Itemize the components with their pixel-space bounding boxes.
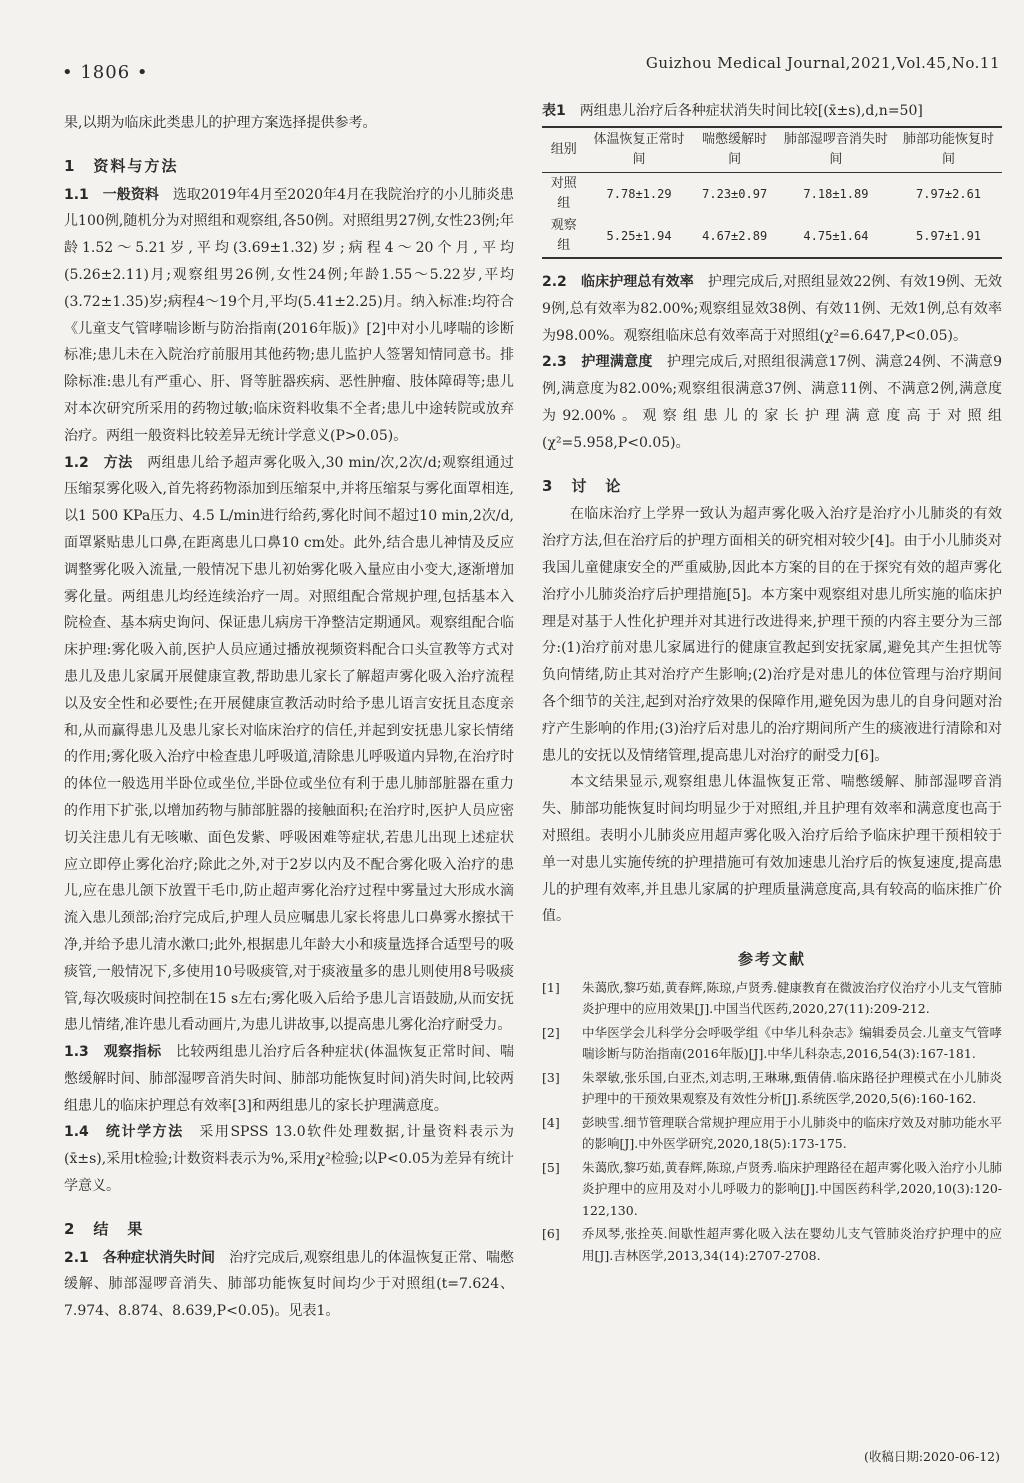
table-label: 表1 bbox=[542, 103, 566, 119]
section-2-3-head: 2.3 护理满意度 bbox=[542, 354, 653, 371]
table-cell: 7.23±0.97 bbox=[702, 187, 768, 201]
table-header-cell: 肺部湿啰音消失时间 bbox=[777, 127, 895, 173]
section-2-2-head: 2.2 临床护理总有效率 bbox=[542, 274, 694, 290]
page-number: • 1806 • bbox=[62, 62, 149, 83]
reference-text: 彭映雪.细节管理联合常规护理应用于小儿肺炎中的临床疗效及对肺功能水平的影响[J].中外医学研究,2020,18(5):173-175. bbox=[582, 1114, 1002, 1152]
reference-text: 中华医学会儿科学分会呼吸学组《中华儿科杂志》编辑委员会.儿童支气管哮喘诊断与防治指南(2016年版)[J].中华儿科杂志,2016,54(3):167-181. bbox=[582, 1024, 1002, 1062]
reference-number: [3] bbox=[542, 1069, 560, 1085]
section-2-1 bbox=[64, 1245, 514, 1325]
section-1-3-body: 比较两组患儿治疗后各种症状(体温恢复正常时间、喘憋缓解时间、肺部湿啰音消失时间、肺部功能恢复时间)消失时间,比较两组患儿的临床护理总有效率[3]和两组患儿的家长护理满意度。 bbox=[64, 1044, 514, 1114]
table-cell: 7.78±1.29 bbox=[606, 187, 672, 201]
table-cell: 7.18±1.89 bbox=[803, 187, 869, 201]
table-caption bbox=[542, 100, 1002, 122]
received-date: (收稿日期:2020-06-12) bbox=[863, 1449, 1000, 1464]
table-header-cell: 肺部功能恢复时间 bbox=[895, 127, 1002, 173]
right-column bbox=[542, 100, 1002, 1268]
section-2-2 bbox=[542, 269, 1002, 349]
section-1-2-body: 两组患儿给予超声雾化吸入,30 min/次,2次/d;观察组通过压缩泵雾化吸入,首先将药物添加到压缩泵中,并将压缩泵与雾化面罩相连,以1 500 KPa压力、4.5 L/min进行给药,雾化时间不超过10 min,2次/d,面罩紧贴患儿口鼻,在距离患儿口鼻10 cm处。此外,结合患儿神情及反应调整雾化吸入流量,一般情况下患儿初始雾化吸入量应由小变大,逐渐增加雾化量。两组患儿均经连续治疗一周。对照组配合常规护理,包括基本入院检查、基本病史询问、保证患儿病房干净整洁定期通风。观察组配合临床护理:雾化吸入前,医护人员应通过播放视频资料配合口头宣教等方式对患儿及患儿家属开展健康宣教,帮助患儿家长了解超声雾化吸入治疗流程以及安全性和必要性;在开展健康宣教活动时给予患儿语言安抚且态度亲和,从而赢得患儿及患儿家长对临床治疗的信任,并起到安抚患儿家长情绪的作用;雾化吸入治疗中检查患儿呼吸道,清除患儿呼吸道内异物,在治疗时的体位一般选用半卧位或坐位,半卧位或坐位有利于患儿肺部脏器在重力的作用下扩张,以增加药物与肺部脏器的接触面积;在治疗时,医护人员应密切关注患儿有无咳嗽、面色发紫、呼吸困难等症状,若患儿出现上述症状应立即停止雾化治疗;除此之外,对于2岁以内及不配合雾化吸入治疗的患儿,应在患儿颌下放置干毛巾,防止超声雾化治疗过程中雾量过大形成水滴流入患儿颈部;治疗完成后,护理人员应嘱患儿家长将患儿口鼻雾水擦拭干净,并给予患儿清水漱口;此外,根据患儿年龄大小和痰量选择合适型号的吸痰管,一般情况下,多使用10号吸痰管,对于痰液量多的患儿则使用8号吸痰管,每次吸痰时间控制在15 s左右;雾化吸入后给予患儿言语鼓励,从而安抚患儿情绪,准许患儿看动画片,为患儿讲故事,以提高患儿雾化治疗耐受力。 bbox=[64, 454, 514, 1034]
section-1-3-head: 1.3 观察指标 bbox=[64, 1044, 162, 1061]
results-table bbox=[542, 126, 1002, 259]
table-1 bbox=[542, 100, 1002, 259]
table-row bbox=[542, 215, 1002, 258]
reference-item bbox=[542, 977, 1002, 1020]
section-1-1-body: 选取2019年4月至2020年4月在我院治疗的小儿肺炎患儿100例,随机分为对照组和观察组,各50例。对照组男27例,女性23例;年龄1.52～5.21岁,平均(3.69±1.32)岁;病程4～20个月,平均(5.26±2.11)月;观察组男26例,女性24例;年龄1.55～5.22岁,平均(3.72±1.35)岁;病程4～19个月,平均(5.41±2.25)月。纳入标准:均符合《儿童支气管哮喘诊断与防治指南(2016年版)》[2]中对小儿哮喘的诊断标准;患儿未在入院治疗前服用其他药物;患儿监护人签署知情同意书。排除标准:患儿有严重心、肝、肾等脏器疾病、恶性肿瘤、肢体障碍等;患儿对本次研究所采用的药物过敏;临床资料收集不全者;患儿中途转院或放弃治疗。两组一般资料比较差异无统计学意义(P>0.05)。 bbox=[64, 186, 514, 444]
reference-number: [1] bbox=[542, 979, 560, 995]
intro-text: 果,以期为临床此类患儿的护理方案选择提供参考。 bbox=[64, 115, 377, 131]
section-2-3-body: 护理完成后,对照组很满意17例、满意24例、不满意9例,满意度为82.00%;观察组很满意37例、满意11例、不满意2例,满意度为92.00%。观察组患儿的家长护理满意度高于对照组(χ²=5.958,P<0.05)。 bbox=[542, 354, 1002, 451]
references-title: 参考文献 bbox=[737, 950, 806, 969]
references-list bbox=[542, 977, 1002, 1267]
table-cell: 5.25±1.94 bbox=[586, 215, 693, 258]
section-2-1-body: 治疗完成后,观察组患儿的体温恢复正常、喘憋缓解、肺部湿啰音消失、肺部功能恢复时间均少于对照组(t=7.624、7.974、8.874、8.639,P<0.05)。见表1。 bbox=[64, 1249, 514, 1320]
discussion-paragraph-2: 本文结果显示,观察组患儿体温恢复正常、喘憋缓解、肺部湿啰音消失、肺部功能恢复时间均明显少于对照组,并且护理有效率和满意度也高于对照组。表明小儿肺炎应用超声雾化吸入治疗后给予临床护理干预相较于单一对患儿实施传统的护理措施可有效加速患儿治疗后的恢复速度,提高患儿的护理有效率,并且患儿家属的护理质量满意度高,具有较高的临床推广价值。 bbox=[542, 774, 1002, 925]
table-row bbox=[542, 173, 1002, 216]
reference-item bbox=[542, 1223, 1002, 1266]
reference-item bbox=[542, 1022, 1002, 1065]
section-2-2-body: 护理完成后,对照组显效22例、有效19例、无效9例,总有效率为82.00%;观察组显效38例、有效11例、无效1例,总有效率为98.00%。观察组临床总有效率高于对照组(χ²=6.647,P<0.05)。 bbox=[542, 274, 1002, 344]
discussion-paragraph-1: 在临床治疗上学界一致认为超声雾化吸入治疗是治疗小儿肺炎的有效治疗方法,但在治疗后的护理方面相关的研究相对较少[4]。由于小儿肺炎对我国儿童健康安全的严重威胁,因此本方案的目的在于探究有效的超声雾化治疗小儿肺炎治疗后护理措施[5]。本方案中观察组对患儿所实施的临床护理是对基于人性化护理并对其进行改进得来,护理干预的内容主要分为三部分:(1)治疗前对患儿家属进行的健康宣教起到安抚家属,避免其产生担忧等负向情绪,防止其对治疗产生影响;(2)治疗是对患儿的体位管理与治疗期间各个细节的关注,起到对治疗效果的保障作用,避免因为患儿的自身问题对治疗产生影响的作用;(3)治疗后对患儿的治疗期间所产生的痰液进行清除和对患儿的安抚以及情绪管理,提高患儿对治疗的耐受力[6]。 bbox=[542, 506, 1002, 764]
section-1-2 bbox=[64, 450, 514, 1040]
table-header-cell: 体温恢复正常时间 bbox=[586, 127, 693, 173]
table-cell: 对照组 bbox=[550, 176, 577, 211]
section-1-4-head: 1.4 统计学方法 bbox=[64, 1124, 184, 1141]
reference-item bbox=[542, 1112, 1002, 1155]
table-cell: 5.97±1.91 bbox=[895, 215, 1002, 258]
reference-number: [6] bbox=[542, 1226, 560, 1242]
section-1-1-head: 1.1 一般资料 bbox=[64, 186, 159, 203]
table-cell: 4.75±1.64 bbox=[777, 215, 895, 258]
section-2-title: 2 结 果 bbox=[64, 1219, 145, 1238]
reference-number: [5] bbox=[542, 1159, 560, 1175]
section-1-1 bbox=[64, 182, 514, 450]
reference-number: [4] bbox=[542, 1114, 560, 1130]
table-caption-text: 两组患儿治疗后各种症状消失时间比较[(x̄±s),d,n=50] bbox=[579, 103, 923, 119]
section-1-2-head: 1.2 方法 bbox=[64, 454, 133, 471]
table-cell: 7.97±2.61 bbox=[916, 187, 982, 201]
section-1-3 bbox=[64, 1039, 514, 1119]
reference-text: 朱蔼欣,黎巧茹,黄春辉,陈琼,卢贤秀.临床护理路径在超声雾化吸入治疗小儿肺炎护理中的应用及对小儿呼吸力的影响[J].中国医药科学,2020,10(3):120-122,130. bbox=[582, 1159, 1002, 1218]
section-3-title: 3 讨 论 bbox=[542, 476, 623, 495]
reference-text: 朱翠敏,张乐国,白亚杰,刘志明,王琳琳,甄倩倩.临床路径护理模式在小儿肺炎护理中的干预效果观察及有效性分析[J].系统医学,2020,5(6):160-162. bbox=[582, 1069, 1002, 1107]
reference-number: [2] bbox=[542, 1024, 560, 1040]
reference-text: 乔凤琴,张拴英.间歇性超声雾化吸入法在婴幼儿支气管肺炎治疗护理中的应用[J].吉林医学,2013,34(14):2707-2708. bbox=[582, 1226, 1002, 1263]
section-1-4-body: 采用SPSS 13.0软件处理数据,计量资料表示为(x̄±s),采用t检验;计数资料表示为%,采用χ²检验;以P<0.05为差异有统计学意义。 bbox=[64, 1124, 514, 1195]
table-cell: 4.67±2.89 bbox=[693, 215, 777, 258]
section-1-4 bbox=[64, 1119, 514, 1199]
table-cell: 观察组 bbox=[542, 215, 586, 258]
table-header-cell: 组别 bbox=[542, 127, 586, 173]
reference-text: 朱蔼欣,黎巧茹,黄春辉,陈琼,卢贤秀.健康教育在微波治疗仪治疗小儿支气管肺炎护理中的应用效果[J].中国当代医药,2020,27(11):209-212. bbox=[582, 979, 1002, 1017]
journal-header: Guizhou Medical Journal,2021,Vol.45,No.11 bbox=[645, 54, 1000, 72]
section-2-1-head: 2.1 各种症状消失时间 bbox=[64, 1249, 216, 1266]
reference-item bbox=[542, 1157, 1002, 1222]
table-header-row bbox=[542, 127, 1002, 173]
table-header-cell: 喘憋缓解时间 bbox=[693, 127, 777, 173]
section-1-title: 1 资料与方法 bbox=[64, 156, 179, 175]
section-2-3 bbox=[542, 349, 1002, 456]
left-column bbox=[64, 110, 514, 1325]
reference-item bbox=[542, 1067, 1002, 1110]
